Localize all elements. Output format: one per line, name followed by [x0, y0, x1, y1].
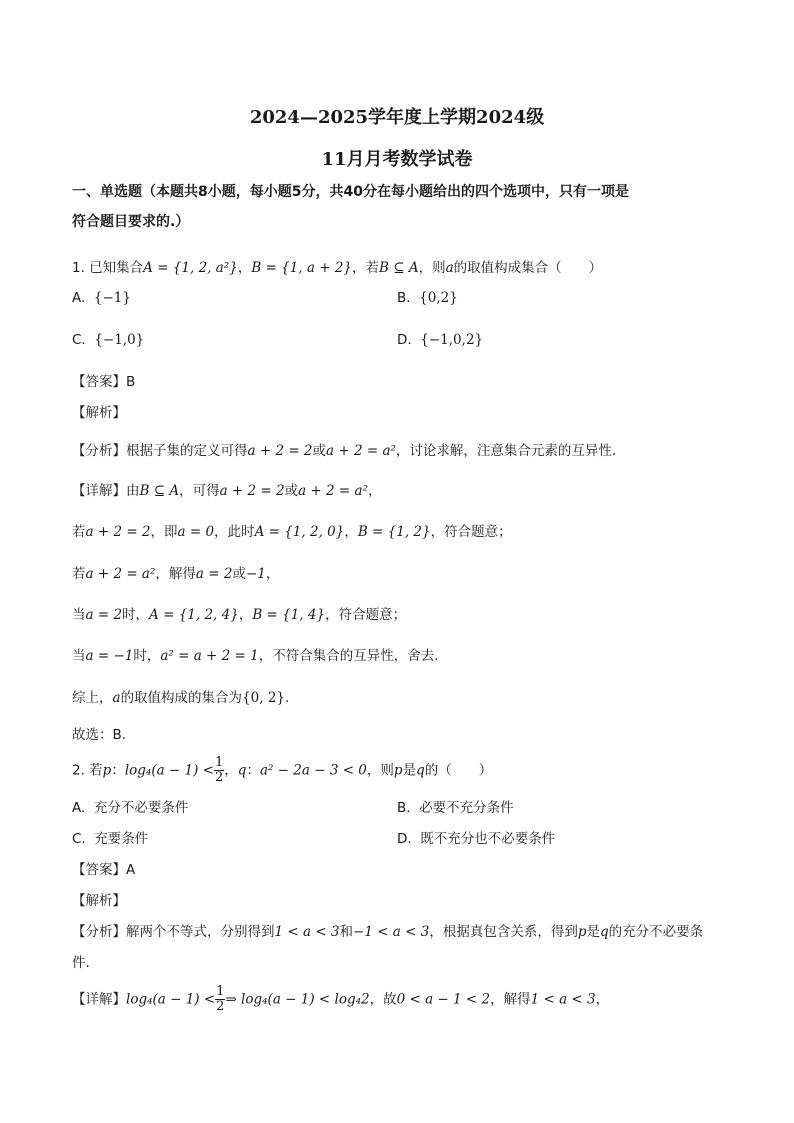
answer-tag: 【答案】 [72, 374, 126, 390]
text: ，即 [150, 524, 178, 540]
q1-fenxi [72, 439, 616, 459]
text: 当 [72, 607, 86, 623]
math: p [393, 762, 403, 779]
text: 时， [122, 607, 150, 623]
option-value: 既不充分也不必要条件 [420, 831, 556, 847]
math: a = 2 [85, 607, 123, 623]
q1-option-d [397, 332, 483, 348]
text: 的（ ） [424, 762, 493, 779]
math: p [102, 762, 112, 779]
q1-stem [72, 256, 602, 276]
option-label: D. [397, 332, 412, 348]
math: A = {1, 2, 4} [149, 607, 239, 623]
option-value: {−1} [93, 290, 131, 306]
fraction [214, 756, 224, 785]
answer-tag: 【答案】 [72, 862, 126, 878]
math: a² − 2a − 3 < 0 [259, 762, 367, 779]
q1-set-a: A = {1, 2, a²} [143, 260, 238, 276]
option-label: B. [397, 800, 411, 816]
q2-detail [72, 985, 609, 1014]
fraction-denominator: 2 [215, 770, 224, 785]
math: a = 2 [195, 566, 233, 582]
math: 1 < a < 3 [274, 924, 340, 940]
q1-sep: ， [237, 260, 252, 276]
math: a + 2 = a² [298, 483, 368, 499]
q1-suffix: 的取值构成集合（ ） [453, 260, 603, 276]
math: q [237, 762, 247, 779]
option-label: B. [397, 290, 411, 306]
math: −1 < a < 3 [353, 924, 430, 940]
text: 若 [72, 566, 86, 582]
text: ，符合题意； [430, 524, 512, 540]
math: a + 2 = 2 [247, 443, 313, 459]
option-label: C. [72, 831, 86, 847]
text: 或 [312, 443, 327, 459]
text: 当 [72, 648, 86, 664]
q1-condition: B ⊆ A [379, 260, 419, 276]
text: ，此时 [214, 524, 255, 540]
option-label: C. [72, 332, 86, 348]
text: ， [238, 607, 253, 623]
exam-subtitle: 11月月考数学试卷 [321, 149, 473, 170]
text: 由 [126, 483, 140, 499]
detail-tag: 【详解】 [72, 483, 126, 499]
q1-set-b: B = {1, a + 2} [251, 260, 353, 276]
option-value: 必要不充分条件 [419, 800, 514, 816]
text: ： [111, 762, 125, 779]
text: 是 [402, 762, 417, 779]
q1-case4 [72, 644, 439, 664]
math: a = −1 [85, 648, 134, 664]
text: 或 [284, 483, 299, 499]
text: ： [246, 762, 260, 779]
q1-mid2: ，则 [418, 260, 446, 276]
section-heading-line1: 一、单选题（本题共8小题，每小题5分，共40分在每小题给出的四个选项中，只有一项是 [72, 184, 629, 200]
q2-option-a [72, 796, 188, 816]
text: 和 [339, 924, 354, 940]
math: a² = a + 2 = 1 [160, 648, 259, 664]
option-label: A. [72, 290, 86, 306]
math: q [600, 924, 609, 940]
math: −1 [245, 566, 266, 582]
fraction-denominator: 2 [216, 999, 225, 1014]
math: B = {1, 2} [357, 524, 431, 540]
text: 是 [586, 924, 600, 940]
text: 解两个不等式，分别得到 [126, 924, 275, 940]
text: 的充分不必要条 [608, 924, 704, 940]
q1-case1 [72, 520, 512, 540]
q2-option-b [397, 796, 514, 816]
answer-value: B [126, 374, 136, 390]
q2-option-c [72, 827, 148, 847]
math: p [577, 924, 587, 940]
math: A = {1, 2, 0} [254, 524, 345, 540]
q2-answer [72, 858, 135, 878]
option-value: {−1,0} [94, 332, 145, 348]
fraction-numerator: 1 [216, 984, 225, 999]
text: 综上， [72, 690, 113, 706]
q2-analysis-tag: 【解析】 [72, 893, 126, 909]
q1-var: a [445, 260, 454, 276]
math: a = 0 [177, 524, 215, 540]
text: ，不符合集合的互异性，舍去. [258, 648, 439, 664]
q1-choose: 故选：B. [72, 727, 127, 743]
text: . [285, 690, 290, 706]
math: B = {1, 4} [252, 607, 326, 623]
math: ⇒ log₄(a − 1) < log₄2 [225, 991, 370, 1008]
detail-tag: 【详解】 [72, 991, 126, 1008]
q1-prefix: 1. 已知集合 [72, 260, 144, 276]
math: a + 2 = a² [85, 566, 156, 582]
text: ，解得 [155, 566, 196, 582]
text: 时， [133, 648, 161, 664]
option-value: {−1,0,2} [420, 332, 484, 348]
math: a + 2 = 2 [219, 483, 285, 499]
option-label: D. [397, 831, 412, 847]
option-value: {0,2} [419, 290, 458, 306]
option-label: A. [72, 800, 86, 816]
q2-fenxi [72, 920, 703, 940]
text: ，解得 [490, 991, 531, 1008]
section-heading-line2: 符合题目要求的.） [72, 214, 190, 230]
q1-option-b [397, 290, 458, 306]
text: 根据子集的定义可得 [126, 443, 248, 459]
fenxi-tag: 【分析】 [72, 924, 126, 940]
math: log₄(a − 1) < [124, 762, 214, 779]
q2-option-d [397, 827, 555, 847]
text: ， [367, 483, 382, 499]
section-heading [72, 177, 732, 237]
text: ， [595, 991, 610, 1008]
option-value: 充要条件 [94, 831, 149, 847]
q2-prefix: 2. 若 [72, 762, 103, 779]
option-value: 充分不必要条件 [93, 800, 189, 816]
math: 0 < a − 1 < 2 [396, 991, 491, 1008]
text: 或 [232, 566, 246, 582]
q1-case2 [72, 562, 279, 582]
text: ， [224, 762, 238, 779]
q1-detail [72, 479, 381, 499]
exam-title: 2024—2025学年度上学期2024级 [249, 107, 545, 128]
math: a [112, 690, 121, 706]
math: 1 < a < 3 [530, 991, 596, 1008]
q1-case3 [72, 603, 406, 623]
text: 的取值构成的集合为 [120, 690, 243, 706]
q2-stem [72, 756, 492, 785]
q1-answer [72, 370, 135, 390]
text: ，故 [369, 991, 397, 1008]
math: q [416, 762, 425, 779]
math: {0, 2} [242, 690, 286, 706]
math: B ⊆ A [139, 483, 180, 499]
q2-fenxi-cont: 件. [72, 955, 90, 971]
q1-analysis-tag: 【解析】 [72, 405, 126, 421]
text: 若 [72, 524, 86, 540]
text: ，可得 [179, 483, 220, 499]
math: log₄(a − 1) < [126, 991, 216, 1008]
fenxi-tag: 【分析】 [72, 443, 126, 459]
text: ，则 [366, 762, 394, 779]
math: a + 2 = a² [326, 443, 396, 459]
text: ， [344, 524, 358, 540]
text: ，根据真包含关系，得到 [429, 924, 578, 940]
text: ，符合题意； [325, 607, 407, 623]
math: a + 2 = 2 [85, 524, 151, 540]
q1-summary [72, 686, 289, 706]
fraction-numerator: 1 [215, 755, 224, 770]
q1-option-c [72, 332, 144, 348]
answer-value: A [126, 862, 136, 878]
fraction [215, 985, 225, 1014]
q1-mid: ，若 [352, 260, 380, 276]
text: ，讨论求解，注意集合元素的互异性. [395, 443, 617, 459]
text: ， [265, 566, 280, 582]
q1-option-a [72, 290, 131, 306]
